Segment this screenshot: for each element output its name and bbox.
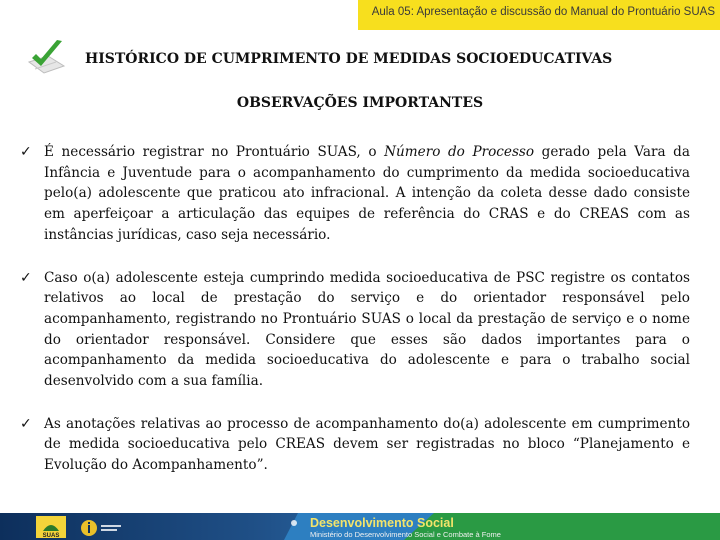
item-text-end: gerado pela Vara da Infância e Juventude para o acompanhamento do cumprimento da medida socioeducativa pelo(a) adolescente que praticou ato infracional. A intenção da coleta desse dado consiste em aperfeiçoar a articulação das equipes de referência do CRAS e do CREAS com as instâncias jurídicas, caso seja necessário. (44, 144, 690, 243)
check-bullet-icon: ✓ (20, 415, 32, 432)
list-item (20, 142, 690, 246)
page-title: HISTÓRICO DE CUMPRIMENTO DE MEDIDAS SOCIOEDUCATIVAS (85, 51, 613, 67)
section-subtitle: OBSERVAÇÕES IMPORTANTES (236, 95, 484, 111)
item-text: As anotações relativas ao processo de acompanhamento do(a) adolescente em cumprimento de medida socioeducativa pelo CREAS devem ser registradas no bloco “Planejamento e Evolução do Acompanhamento”. (44, 415, 690, 474)
course-label: Aula 05: Apresentação e discussão do Manual do Prontuário SUAS (371, 6, 715, 18)
info-logo-icon (80, 517, 124, 539)
ministry-title: Desenvolvimento Social (310, 516, 454, 530)
suas-logo-text: SUAS (42, 533, 60, 539)
check-bullet-icon: ✓ (20, 269, 32, 286)
checkmark-ballot-icon (26, 38, 66, 76)
list-item (20, 268, 690, 392)
item-text-start: É necessário registrar no Prontuário SUAS, o (44, 144, 385, 160)
item-emphasis: Número do Processo (384, 144, 535, 160)
list-item (20, 414, 690, 476)
suas-logo-icon (34, 515, 68, 539)
observations-list (20, 142, 690, 498)
check-bullet-icon: ✓ (20, 144, 32, 160)
item-text: Caso o(a) adolescente esteja cumprindo medida socioeducativa de PSC registre os contatos relativos ao local de prestação do serviço e do orientador responsável pelo acompanhamento, registrando no Prontuário SUAS o local da prestação de serviço e o nome do orientador responsável. Considere que esses são dados importantes para o acompanhamento da medida socioeducativa do adolescente e para o trabalho social desenvolvido com a sua família. (44, 269, 690, 390)
ministry-subtitle: Ministério do Desenvolvimento Social e Combate à Fome (310, 530, 501, 539)
